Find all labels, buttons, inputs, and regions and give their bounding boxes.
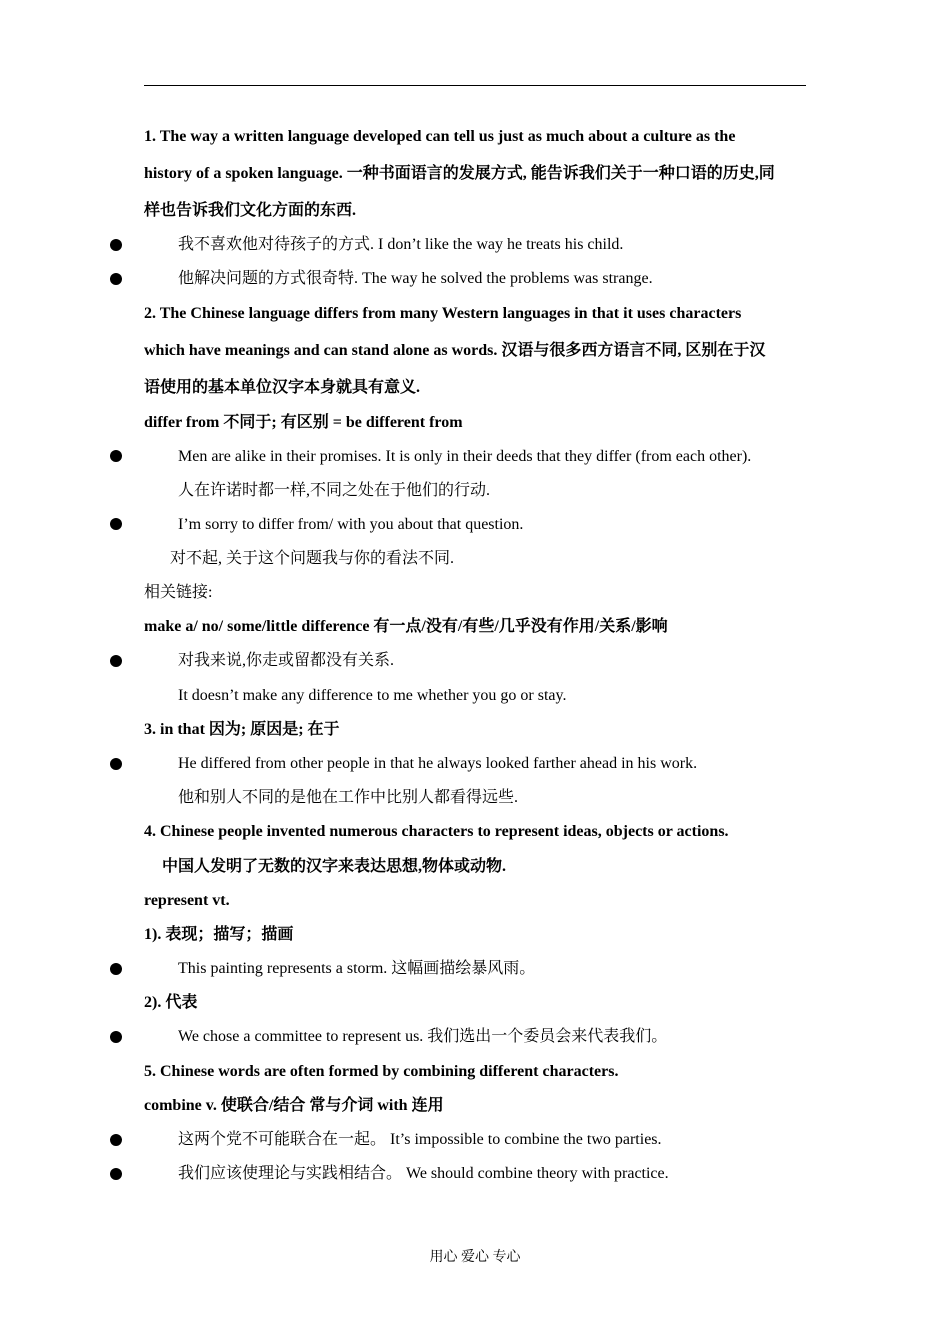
bullet [110,655,122,667]
related-links-label: 相关链接: [144,584,213,601]
vocab-heading: represent vt. [144,892,230,909]
page-footer: 用心 爱心 专心 [429,1250,521,1265]
example-translation: 对不起, 关于这个问题我与你的看法不同. [170,550,455,567]
point-3-heading: 3. in that 因为; 原因是; 在于 [144,721,340,738]
point-1-line-2: history of a spoken language. 一种书面语言的发展方式, 能告诉我们关于一种口语的历史,同 [144,165,775,182]
example-text: I’m sorry to differ from/ with you about that question. [178,516,524,533]
vocab-heading: differ from 不同于; 有区别 = be different from [144,414,463,431]
example-text: 对我来说,你走或留都没有关系. [178,652,395,669]
header-rule [144,85,806,86]
point-2-line-1: 2. The Chinese language differs from many Western languages in that it uses characters [144,305,742,322]
bullet [110,1031,122,1043]
vocab-heading: make a/ no/ some/little difference 有一点/没有/有些/几乎没有作用/关系/影响 [144,618,668,635]
bullet [110,450,122,462]
bullet [110,1168,122,1180]
bullet [110,239,122,251]
vocab-heading: combine v. 使联合/结合 常与介词 with 连用 [144,1097,444,1114]
sense-heading: 2). 代表 [144,994,198,1011]
example-text: This painting represents a storm. 这幅画描绘暴风雨。 [178,960,536,977]
example-text: We chose a committee to represent us. 我们选出一个委员会来代表我们。 [178,1028,668,1045]
point-5-heading: 5. Chinese words are often formed by combining different characters. [144,1063,619,1080]
point-2-line-2: which have meanings and can stand alone as words. 汉语与很多西方语言不同, 区别在于汉 [144,342,766,359]
example-text: Men are alike in their promises. It is only in their deeds that they differ (from each other). [178,448,752,465]
point-2-line-3: 语使用的基本单位汉字本身就具有意义. [144,379,421,396]
example-text: 这两个党不可能联合在一起。 It’s impossible to combine the two parties. [178,1131,662,1148]
example-translation: It doesn’t make any difference to me whether you go or stay. [178,687,567,704]
point-1-line-3: 样也告诉我们文化方面的东西. [144,202,357,219]
bullet [110,1134,122,1146]
bullet [110,273,122,285]
point-4-heading: 4. Chinese people invented numerous characters to represent ideas, objects or actions. [144,823,729,840]
example-translation: 人在许诺时都一样,不同之处在于他们的行动. [178,482,491,499]
example-text: 他解决问题的方式很奇特. The way he solved the problems was strange. [178,270,653,287]
example-text: He differed from other people in that he always looked farther ahead in his work. [178,755,698,772]
example-text: 我不喜欢他对待孩子的方式. I don’t like the way he treats his child. [178,236,624,253]
point-1-line-1: 1. The way a written language developed can tell us just as much about a culture as the [144,128,736,145]
bullet [110,758,122,770]
bullet [110,518,122,530]
point-4-translation: 中国人发明了无数的汉字来表达思想,物体或动物. [162,858,507,875]
bullet [110,963,122,975]
example-text: 我们应该使理论与实践相结合。 We should combine theory with practice. [178,1165,669,1182]
example-translation: 他和别人不同的是他在工作中比别人都看得远些. [178,789,519,806]
sense-heading: 1). 表现；描写；描画 [144,926,294,943]
